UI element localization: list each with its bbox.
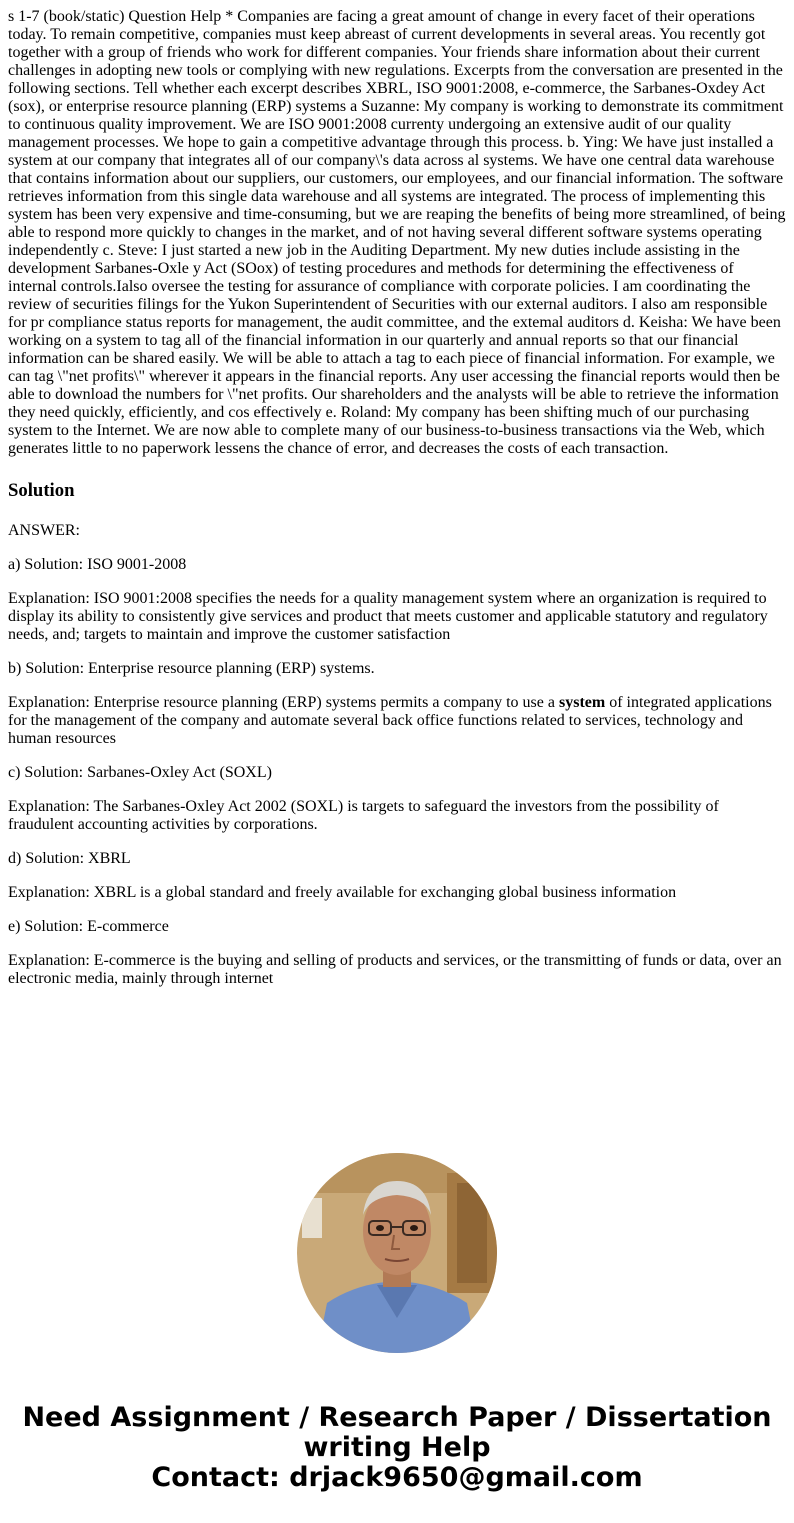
solution-d: d) Solution: XBRL xyxy=(8,850,131,867)
explanation-d: Explanation: XBRL is a global standard and freely available for exchanging global business information xyxy=(8,884,677,901)
solution-a: a) Solution: ISO 9001-2008 xyxy=(8,556,187,573)
footer-line-2: writing Help xyxy=(303,1432,491,1463)
solution-e: e) Solution: E-commerce xyxy=(8,918,169,935)
explanation-b xyxy=(8,694,786,748)
explanation-b-bold: system xyxy=(558,694,606,711)
solution-b: b) Solution: Enterprise resource planning (ERP) systems. xyxy=(8,660,375,677)
question-text: s 1-7 (book/static) Question Help * Companies are facing a great amount of change in every facet of their operations today. To remain competitive, companies must keep abreast of current developments in several areas. You recently got together with a group of friends who work for different companies. Your friends share information about their current challenges in adopting new tools or complying with new regulations. Excerpts from the conversation are presented in the following sections. Tell whether each excerpt describes XBRL, ISO 9001:2008, e-commerce, the Sarbanes-Oxdey Act (sox), or enterprise resource planning (ERP) systems a Suzanne: My company is working to demonstrate its commitment to continuous quality improvement. We are ISO 9001:2008 currenty undergoing an extensive audit of our quality management processes. We hope to gain a competitive advantage through this process. b. Ying: We have just installed a system at our company that integrates all of our company\'s data across al systems. We have one central data warehouse that contains information about our suppliers, our customers, our employees, and our financial information. The software retrieves information from this single data warehouse and all systems are integrated. The process of implementing this system has been very expensive and time-consuming, but we are reaping the benefits of being more streamlined, of being able to respond more quickly to changes in the market, and of not having several different software systems operating independently c. Steve: I just started a new job in the Auditing Department. My new duties include assisting in the development Sarbanes-Oxle y Act (SOox) of testing procedures and methods for determining the effectiveness of internal controls.Ialso oversee the testing for assurance of compliance with corporate policies. I am coordinating the review of securities filings for the Yukon Superintendent of Securities with our external auditors. I also am responsible for pr compliance status reports for management, the audit committee, and the extemal auditors d. Keisha: We have been working on a system to tag all of the financial information in our quarterly and annual reports so that our financial information can be shared easily. We will be able to attach a tag to each piece of financial information. For example, we can tag \"net profits\" wherever it appears in the financial reports. Any user accessing the financial reports would then be able to download the numbers for \"net profits. Our shareholders and the analysts will be able to retrieve the information they need quickly, efficiently, and cos effectively e. Roland: My company has been shifting much of our purchasing system to the Internet. We are now able to complete many of our business-to-business transactions via the Web, which generates little to no paperwork lessens the chance of error, and decreases the costs of each transaction. xyxy=(8,8,786,457)
explanation-b-post: of integrated applications for the management of the company and automate several back office functions related to services, technology and human resources xyxy=(8,694,772,747)
footer-line-1: Need Assignment / Research Paper / Dissertation xyxy=(22,1402,772,1433)
solution-c: c) Solution: Sarbanes-Oxley Act (SOXL) xyxy=(8,764,272,781)
author-portrait-icon xyxy=(297,1153,497,1353)
author-avatar xyxy=(297,1153,497,1353)
contact-footer xyxy=(0,1403,794,1493)
footer-contact[interactable]: Contact: drjack9650@gmail.com xyxy=(151,1462,643,1493)
answer-label: ANSWER: xyxy=(8,522,80,539)
explanation-c: Explanation: The Sarbanes-Oxley Act 2002 (SOXL) is targets to safeguard the investors from the possibility of fraudulent accounting activities by corporations. xyxy=(8,798,719,833)
solution-heading: Solution xyxy=(8,480,75,501)
explanation-a: Explanation: ISO 9001:2008 specifies the needs for a quality management system where an organization is required to display its ability to consistently give services and product that meets customer and applicable statutory and regulatory needs, and; targets to maintain and improve the customer satisfaction xyxy=(8,590,768,643)
explanation-b-pre: Explanation: Enterprise resource planning (ERP) systems permits a company to use a xyxy=(8,694,559,711)
explanation-e: Explanation: E-commerce is the buying and selling of products and services, or the transmitting of funds or data, over an electronic media, mainly through internet xyxy=(8,952,782,987)
